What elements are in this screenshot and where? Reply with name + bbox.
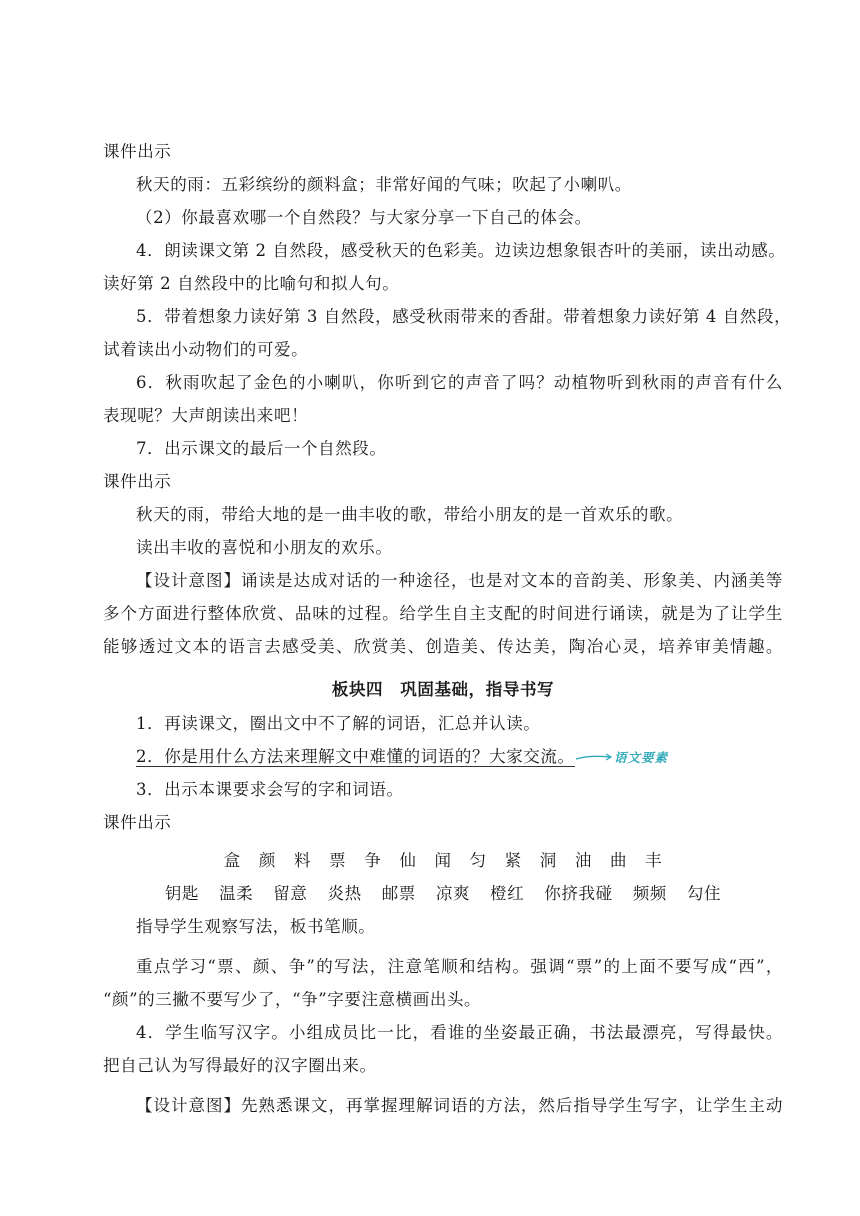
paragraph: 4．朗读课文第 2 自然段，感受秋天的色彩美。边读边想象银杏叶的美丽，读出动感。 — [136, 241, 786, 260]
word-item: 橙红 — [490, 884, 525, 903]
courseware-label: 课件出示 — [103, 472, 172, 491]
design-intent: 多个方面进行整体欣赏、品味的过程。给学生自主支配的时间进行诵读，就是为了让学生 — [103, 604, 783, 623]
word-item: 你挤我碰 — [544, 884, 613, 903]
paragraph: 秋天的雨：五彩缤纷的颜料盒；非常好闻的气味；吹起了小喇叭。 — [136, 175, 632, 194]
section-title: 板块四 巩固基础，指导书写 — [331, 680, 555, 699]
word-item: 勾住 — [686, 884, 722, 903]
word-item: 钥匙 — [164, 884, 200, 903]
paragraph: 表现呢？大声朗读出来吧！ — [103, 406, 309, 425]
word-item: 凉爽 — [435, 884, 471, 903]
paragraph: 试着读出小动物们的可爱。 — [103, 340, 309, 359]
word-list — [103, 883, 783, 905]
char-item: 票 — [329, 851, 347, 870]
paragraph — [136, 746, 783, 768]
char-item: 颜 — [258, 851, 276, 870]
char-item: 仙 — [399, 851, 417, 870]
paragraph: 6．秋雨吹起了金色的小喇叭，你听到它的声音了吗？动植物听到秋雨的声音有什么 — [136, 373, 783, 392]
courseware-label: 课件出示 — [103, 813, 172, 832]
word-item: 温柔 — [219, 884, 254, 903]
paragraph: 4．学生临写汉字。小组成员比一比，看谁的坐姿最正确，书法最漂亮，写得最快。 — [136, 1023, 783, 1042]
margin-note — [576, 746, 668, 768]
word-item: 炎热 — [327, 884, 362, 903]
arrow-line-icon — [576, 752, 612, 762]
paragraph: 3．出示本课要求会写的字和词语。 — [136, 780, 404, 799]
paragraph: 读出丰收的喜悦和小朋友的欢乐。 — [136, 538, 393, 557]
paragraph: 7．出示课文的最后一个自然段。 — [136, 439, 387, 458]
paragraph: 读好第 2 自然段中的比喻句和拟人句。 — [103, 274, 400, 293]
word-item: 邮票 — [381, 884, 416, 903]
char-item: 盒 — [223, 851, 241, 870]
char-item: 料 — [294, 851, 312, 870]
char-item: 曲 — [609, 851, 628, 870]
char-item: 匀 — [469, 851, 487, 870]
note-label: 语文要素 — [614, 750, 669, 765]
paragraph: 重点学习“票、颜、争”的写法，注意笔顺和结构。强调“票”的上面不要写成“西”， — [136, 957, 783, 976]
paragraph: 1．再读课文，圈出文中不了解的词语，汇总并认读。 — [136, 714, 541, 733]
word-item: 留意 — [273, 884, 308, 903]
design-intent: 【设计意图】先熟悉课文，再掌握理解词语的方法，然后指导学生写字，让学生主动 — [136, 1096, 783, 1115]
char-item: 紧 — [504, 851, 522, 870]
paragraph: 把自己认为写得最好的汉字圈出来。 — [103, 1056, 377, 1075]
paragraph: 5．带着想象力读好第 3 自然段，感受秋雨带来的香甜。带着想象力读好第 4 自然段， — [136, 307, 792, 326]
paragraph: （2）你最喜欢哪一个自然段？与大家分享一下自己的体会。 — [136, 208, 592, 227]
char-item: 争 — [364, 851, 382, 870]
char-item: 洞 — [539, 851, 557, 870]
paragraph: “颜”的三撇不要写少了，“争”字要注意横画出头。 — [103, 990, 482, 1009]
char-list — [103, 850, 783, 872]
word-item: 频频 — [632, 884, 667, 903]
paragraph: 秋天的雨，带给大地的是一曲丰收的歌，带给小朋友的是一首欢乐的歌。 — [136, 505, 684, 524]
underlined-text: 2．你是用什么方法来理解文中难懂的词语的？大家交流。 — [136, 747, 575, 766]
char-item: 油 — [574, 851, 592, 870]
design-intent: 能够透过文本的语言去感受美、欣赏美、创造美、传达美，陶冶心灵，培养审美情趣。 — [103, 637, 783, 656]
char-item: 丰 — [645, 851, 663, 870]
char-item: 闻 — [434, 851, 452, 870]
courseware-label: 课件出示 — [103, 142, 172, 161]
design-intent: 【设计意图】诵读是达成对话的一种途径，也是对文本的音韵美、形象美、内涵美等 — [136, 571, 783, 590]
paragraph: 指导学生观察写法，板书笔顺。 — [136, 917, 376, 936]
